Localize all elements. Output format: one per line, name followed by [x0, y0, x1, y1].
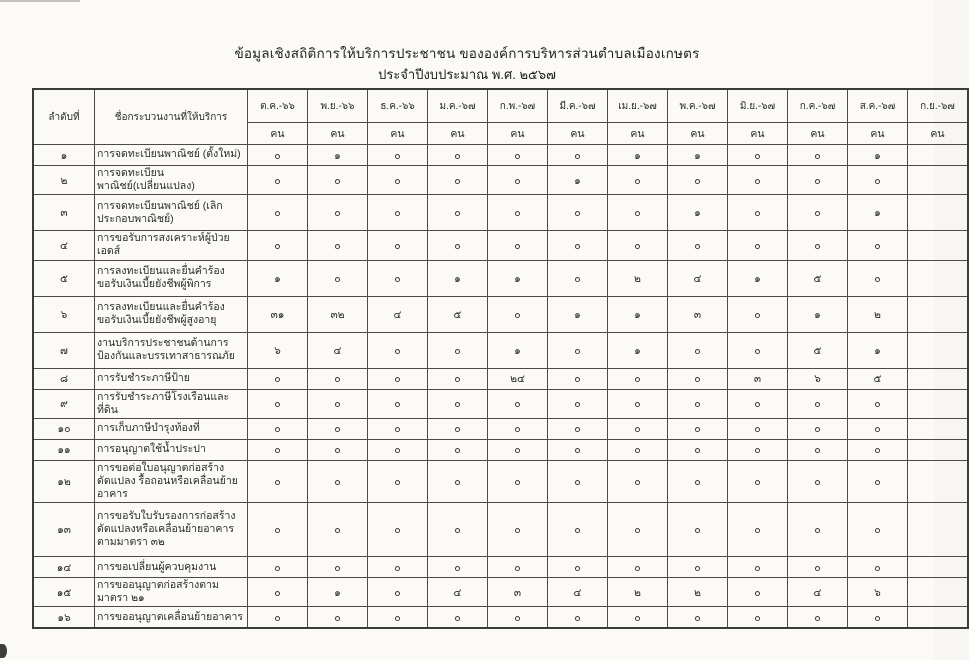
row-month-value: ๐: [308, 460, 368, 502]
row-month-value: ๐: [848, 557, 908, 578]
row-month-value: ๐: [248, 231, 308, 260]
row-month-value: ๐: [608, 389, 668, 418]
row-month-value: ๔: [428, 578, 488, 607]
row-month-value: ๐: [608, 166, 668, 195]
row-month-value: ๐: [368, 607, 428, 628]
row-month-value: ๐: [728, 439, 788, 460]
row-sequence-no: ๑๑: [33, 439, 95, 460]
row-month-value: ๐: [368, 460, 428, 502]
row-month-value: ๐: [608, 195, 668, 231]
table-row: [33, 296, 968, 332]
row-month-value: ๐: [308, 368, 368, 389]
row-month-value: ๐: [608, 439, 668, 460]
row-month-value: ๔: [308, 332, 368, 368]
row-month-value: ๑: [668, 195, 728, 231]
row-month-value: ๐: [488, 607, 548, 628]
row-month-value: ๖: [788, 368, 848, 389]
row-month-value: ๐: [248, 607, 308, 628]
header-unit-label: คน: [548, 123, 608, 145]
row-month-value: ๐: [728, 418, 788, 439]
row-month-value: ๑: [668, 145, 728, 166]
row-month-value: ๐: [308, 439, 368, 460]
row-month-value: ๐: [668, 389, 728, 418]
row-month-value: ๐: [308, 503, 368, 557]
row-month-value: ๐: [728, 460, 788, 502]
header-month: ก.พ.-๖๗: [488, 89, 548, 123]
row-month-value: ๐: [548, 460, 608, 502]
row-month-value: ๕: [848, 368, 908, 389]
row-month-value: ๐: [488, 418, 548, 439]
table-row: [33, 578, 968, 607]
row-service-name: การขอต่อใบอนุญาตก่อสร้าง ดัดแปลง รื้อถอนหรือเคลื่อนย้ายอาคาร: [95, 460, 248, 502]
row-month-value: ๐: [788, 231, 848, 260]
row-month-value: [908, 195, 969, 231]
row-month-value: ๐: [488, 557, 548, 578]
row-service-name: การรับชำระภาษีโรงเรือนและที่ดิน: [95, 389, 248, 418]
row-month-value: ๐: [548, 418, 608, 439]
table-body: [33, 145, 968, 628]
row-month-value: ๐: [488, 231, 548, 260]
header-service-name: ชื่อกระบวนงานที่ให้บริการ: [95, 89, 248, 145]
row-month-value: ๐: [248, 145, 308, 166]
row-month-value: ๕: [788, 332, 848, 368]
row-month-value: ๐: [848, 460, 908, 502]
header-month: มิ.ย.-๖๗: [728, 89, 788, 123]
header-unit-label: คน: [848, 123, 908, 145]
table-row: [33, 195, 968, 231]
row-month-value: ๐: [548, 389, 608, 418]
row-month-value: [908, 332, 969, 368]
header-month: ธ.ค.-๖๖: [368, 89, 428, 123]
row-month-value: ๐: [308, 607, 368, 628]
row-month-value: ๐: [848, 389, 908, 418]
row-month-value: ๐: [248, 368, 308, 389]
row-month-value: [908, 607, 969, 628]
row-month-value: ๐: [428, 231, 488, 260]
row-month-value: ๐: [368, 368, 428, 389]
row-month-value: ๐: [428, 195, 488, 231]
row-month-value: ๐: [788, 557, 848, 578]
row-month-value: ๐: [368, 557, 428, 578]
row-service-name: การลงทะเบียนและยื่นคำร้องขอรับเงินเบี้ยยังชีพผู้พิการ: [95, 260, 248, 296]
row-month-value: ๐: [368, 578, 428, 607]
row-month-value: ๑: [608, 332, 668, 368]
row-month-value: ๐: [728, 231, 788, 260]
row-sequence-no: ๙: [33, 389, 95, 418]
row-month-value: ๐: [668, 166, 728, 195]
table-row: [33, 231, 968, 260]
row-service-name: งานบริการประชาชนด้านการป้องกันและบรรเทาสาธารณภัย: [95, 332, 248, 368]
table-row: [33, 607, 968, 628]
row-month-value: ๐: [368, 503, 428, 557]
row-month-value: ๐: [428, 389, 488, 418]
row-month-value: ๑: [728, 260, 788, 296]
header-month: พ.ย.-๖๖: [308, 89, 368, 123]
row-month-value: ๐: [368, 332, 428, 368]
row-month-value: ๐: [428, 418, 488, 439]
row-month-value: ๐: [788, 418, 848, 439]
table-row: [33, 460, 968, 502]
row-month-value: ๐: [848, 231, 908, 260]
row-month-value: ๐: [248, 418, 308, 439]
row-month-value: ๐: [428, 145, 488, 166]
row-month-value: [908, 439, 969, 460]
row-month-value: ๐: [308, 557, 368, 578]
row-month-value: ๐: [788, 460, 848, 502]
row-month-value: ๑: [608, 145, 668, 166]
header-unit-label: คน: [908, 123, 969, 145]
row-month-value: ๐: [668, 418, 728, 439]
row-month-value: ๐: [608, 503, 668, 557]
row-month-value: ๐: [548, 557, 608, 578]
document-subtitle: ประจำปีงบประมาณ พ.ศ. ๒๕๖๗: [378, 67, 556, 82]
row-sequence-no: ๑๖: [33, 607, 95, 628]
header-unit-label: คน: [248, 123, 308, 145]
row-month-value: ๐: [428, 439, 488, 460]
row-month-value: ๑: [608, 296, 668, 332]
row-month-value: ๐: [788, 145, 848, 166]
row-month-value: ๐: [728, 503, 788, 557]
scan-edge-artifact: [0, 0, 80, 2]
table-row: [33, 260, 968, 296]
row-month-value: ๐: [248, 557, 308, 578]
row-month-value: [908, 260, 969, 296]
row-month-value: ๐: [488, 439, 548, 460]
row-month-value: ๐: [248, 578, 308, 607]
row-month-value: ๐: [788, 166, 848, 195]
row-month-value: ๐: [548, 332, 608, 368]
row-month-value: ๐: [308, 418, 368, 439]
row-month-value: ๐: [728, 607, 788, 628]
row-month-value: ๐: [368, 418, 428, 439]
row-month-value: ๐: [548, 145, 608, 166]
row-month-value: ๒: [848, 296, 908, 332]
row-month-value: ๒: [668, 578, 728, 607]
row-sequence-no: ๔: [33, 231, 95, 260]
row-service-name: การรับชำระภาษีป้าย: [95, 368, 248, 389]
row-month-value: ๖: [248, 332, 308, 368]
row-month-value: ๐: [248, 460, 308, 502]
row-month-value: ๐: [848, 260, 908, 296]
row-month-value: ๐: [368, 260, 428, 296]
row-month-value: ๐: [788, 503, 848, 557]
header-row-months: [33, 89, 968, 123]
header-unit-label: คน: [368, 123, 428, 145]
table-row: [33, 439, 968, 460]
row-month-value: ๐: [608, 418, 668, 439]
row-month-value: ๐: [728, 332, 788, 368]
row-service-name: การอนุญาตใช้น้ำประปา: [95, 439, 248, 460]
row-month-value: ๐: [248, 439, 308, 460]
row-month-value: ๓: [728, 368, 788, 389]
row-month-value: ๐: [548, 260, 608, 296]
table-row: [33, 418, 968, 439]
row-service-name: การขออนุญาตเคลื่อนย้ายอาคาร: [95, 607, 248, 628]
row-month-value: ๑: [848, 145, 908, 166]
row-month-value: ๐: [728, 389, 788, 418]
row-month-value: ๐: [248, 166, 308, 195]
row-month-value: ๖: [848, 578, 908, 607]
row-service-name: การจดทะเบียนพาณิชย์(เปลี่ยนแปลง): [95, 166, 248, 195]
row-sequence-no: ๑๒: [33, 460, 95, 502]
header-unit-label: คน: [308, 123, 368, 145]
document-title: ข้อมูลเชิงสถิติการให้บริการประชาชน ขององค์การบริหารส่วนตำบลเมืองเกษตร: [234, 46, 700, 61]
header-month: เม.ย.-๖๗: [608, 89, 668, 123]
row-month-value: ๐: [368, 195, 428, 231]
row-month-value: [908, 145, 969, 166]
table-row: [33, 557, 968, 578]
row-month-value: ๐: [428, 332, 488, 368]
row-month-value: ๒: [608, 578, 668, 607]
row-month-value: ๐: [308, 195, 368, 231]
row-month-value: ๐: [848, 418, 908, 439]
row-month-value: ๐: [548, 368, 608, 389]
header-unit-label: คน: [728, 123, 788, 145]
row-month-value: ๐: [668, 460, 728, 502]
row-sequence-no: ๑๐: [33, 418, 95, 439]
row-month-value: ๔: [788, 578, 848, 607]
row-sequence-no: ๕: [33, 260, 95, 296]
service-statistics-table: [32, 88, 969, 629]
row-month-value: ๐: [848, 503, 908, 557]
row-month-value: ๕: [788, 260, 848, 296]
row-month-value: ๐: [728, 166, 788, 195]
row-month-value: ๐: [668, 503, 728, 557]
row-service-name: การเก็บภาษีบำรุงท้องที่: [95, 418, 248, 439]
row-month-value: ๔: [668, 260, 728, 296]
row-service-name: การจดทะเบียนพาณิชย์ (เลิกประกอบพาณิชย์): [95, 195, 248, 231]
row-month-value: ๐: [548, 503, 608, 557]
header-month: พ.ค.-๖๗: [668, 89, 728, 123]
row-month-value: [908, 231, 969, 260]
row-month-value: ๐: [428, 503, 488, 557]
row-month-value: ๑: [488, 260, 548, 296]
row-month-value: ๐: [428, 166, 488, 195]
row-month-value: ๐: [368, 231, 428, 260]
row-month-value: ๐: [368, 389, 428, 418]
row-month-value: ๑: [848, 332, 908, 368]
row-service-name: การขอเปลี่ยนผู้ควบคุมงาน: [95, 557, 248, 578]
row-month-value: ๒๔: [488, 368, 548, 389]
header-unit-label: คน: [788, 123, 848, 145]
row-month-value: ๓๒: [308, 296, 368, 332]
row-sequence-no: ๑๔: [33, 557, 95, 578]
row-month-value: ๐: [428, 460, 488, 502]
row-month-value: ๒: [608, 260, 668, 296]
table-row: [33, 332, 968, 368]
row-month-value: ๓: [668, 296, 728, 332]
row-month-value: ๑: [428, 260, 488, 296]
row-month-value: ๐: [608, 460, 668, 502]
row-sequence-no: ๑๓: [33, 503, 95, 557]
row-month-value: [908, 166, 969, 195]
row-month-value: ๐: [668, 607, 728, 628]
row-month-value: ๐: [548, 195, 608, 231]
row-month-value: ๐: [308, 260, 368, 296]
row-month-value: ๐: [848, 607, 908, 628]
row-month-value: ๑: [548, 296, 608, 332]
row-month-value: ๐: [308, 166, 368, 195]
row-month-value: ๐: [728, 578, 788, 607]
row-month-value: ๐: [488, 389, 548, 418]
row-month-value: ๐: [668, 231, 728, 260]
row-service-name: การขอรับการสงเคราะห์ผู้ป่วยเอดส์: [95, 231, 248, 260]
row-month-value: ๐: [428, 607, 488, 628]
table-header: [33, 89, 968, 145]
row-month-value: ๑: [248, 260, 308, 296]
header-unit-label: คน: [428, 123, 488, 145]
row-month-value: [908, 418, 969, 439]
row-month-value: ๑: [308, 578, 368, 607]
header-sequence-no: ลำดับที่: [33, 89, 95, 145]
row-month-value: ๐: [488, 503, 548, 557]
row-month-value: ๐: [728, 195, 788, 231]
row-month-value: [908, 368, 969, 389]
row-month-value: ๐: [668, 332, 728, 368]
row-month-value: ๐: [608, 231, 668, 260]
row-service-name: การขออนุญาตก่อสร้างตามมาตรา ๒๑: [95, 578, 248, 607]
row-month-value: ๐: [548, 439, 608, 460]
row-month-value: ๐: [548, 231, 608, 260]
header-month: มี.ค.-๖๗: [548, 89, 608, 123]
row-month-value: [908, 389, 969, 418]
row-month-value: ๐: [308, 389, 368, 418]
row-month-value: ๐: [368, 166, 428, 195]
row-month-value: ๐: [368, 439, 428, 460]
row-month-value: ๐: [788, 389, 848, 418]
row-month-value: ๐: [548, 607, 608, 628]
header-month: ต.ค.-๖๖: [248, 89, 308, 123]
scan-smudge: [0, 644, 7, 658]
row-month-value: ๔: [368, 296, 428, 332]
row-month-value: ๐: [428, 557, 488, 578]
row-sequence-no: ๓: [33, 195, 95, 231]
row-sequence-no: ๑๕: [33, 578, 95, 607]
row-month-value: ๑: [488, 332, 548, 368]
row-service-name: การขอรับใบรับรองการก่อสร้าง ดัดแปลงหรือเคลื่อนย้ายอาคาร ตามมาตรา ๓๒: [95, 503, 248, 557]
row-sequence-no: ๖: [33, 296, 95, 332]
row-month-value: ๓: [488, 578, 548, 607]
row-month-value: ๓๑: [248, 296, 308, 332]
row-month-value: ๐: [488, 296, 548, 332]
row-month-value: ๐: [308, 231, 368, 260]
row-month-value: ๐: [248, 195, 308, 231]
row-month-value: ๐: [848, 166, 908, 195]
row-month-value: ๐: [608, 368, 668, 389]
header-unit-label: คน: [668, 123, 728, 145]
row-month-value: ๐: [788, 607, 848, 628]
row-service-name: การลงทะเบียนและยื่นคำร้องขอรับเงินเบี้ยยังชีพผู้สูงอายุ: [95, 296, 248, 332]
header-month: ส.ค.-๖๗: [848, 89, 908, 123]
row-month-value: ๐: [668, 368, 728, 389]
row-sequence-no: ๑: [33, 145, 95, 166]
row-month-value: ๐: [488, 460, 548, 502]
row-month-value: ๐: [248, 503, 308, 557]
header-unit-label: คน: [488, 123, 548, 145]
row-month-value: ๐: [488, 166, 548, 195]
row-month-value: ๔: [548, 578, 608, 607]
row-month-value: [908, 503, 969, 557]
table-row: [33, 389, 968, 418]
row-month-value: ๐: [788, 439, 848, 460]
row-month-value: ๐: [248, 389, 308, 418]
row-month-value: ๑: [308, 145, 368, 166]
row-month-value: ๐: [668, 439, 728, 460]
row-month-value: ๐: [488, 195, 548, 231]
row-month-value: ๐: [488, 145, 548, 166]
header-month: ก.ค.-๖๗: [788, 89, 848, 123]
table-row: [33, 368, 968, 389]
row-month-value: ๐: [608, 557, 668, 578]
row-month-value: ๐: [728, 145, 788, 166]
row-month-value: ๐: [428, 368, 488, 389]
row-month-value: [908, 578, 969, 607]
row-month-value: ๕: [428, 296, 488, 332]
row-sequence-no: ๘: [33, 368, 95, 389]
header-unit-label: คน: [608, 123, 668, 145]
row-month-value: ๐: [368, 145, 428, 166]
header-month: ก.ย.-๖๗: [908, 89, 969, 123]
row-month-value: ๐: [728, 557, 788, 578]
header-month: ม.ค.-๖๗: [428, 89, 488, 123]
row-month-value: ๐: [728, 296, 788, 332]
row-month-value: ๐: [608, 607, 668, 628]
row-sequence-no: ๗: [33, 332, 95, 368]
row-sequence-no: ๒: [33, 166, 95, 195]
row-month-value: [908, 557, 969, 578]
table-row: [33, 503, 968, 557]
row-month-value: ๐: [848, 439, 908, 460]
row-month-value: [908, 296, 969, 332]
row-month-value: ๐: [788, 195, 848, 231]
row-month-value: [908, 460, 969, 502]
table-row: [33, 145, 968, 166]
row-month-value: ๑: [788, 296, 848, 332]
row-month-value: ๑: [548, 166, 608, 195]
row-month-value: ๑: [848, 195, 908, 231]
row-month-value: ๐: [668, 557, 728, 578]
row-service-name: การจดทะเบียนพาณิชย์ (ตั้งใหม่): [95, 145, 248, 166]
table-row: [33, 166, 968, 195]
